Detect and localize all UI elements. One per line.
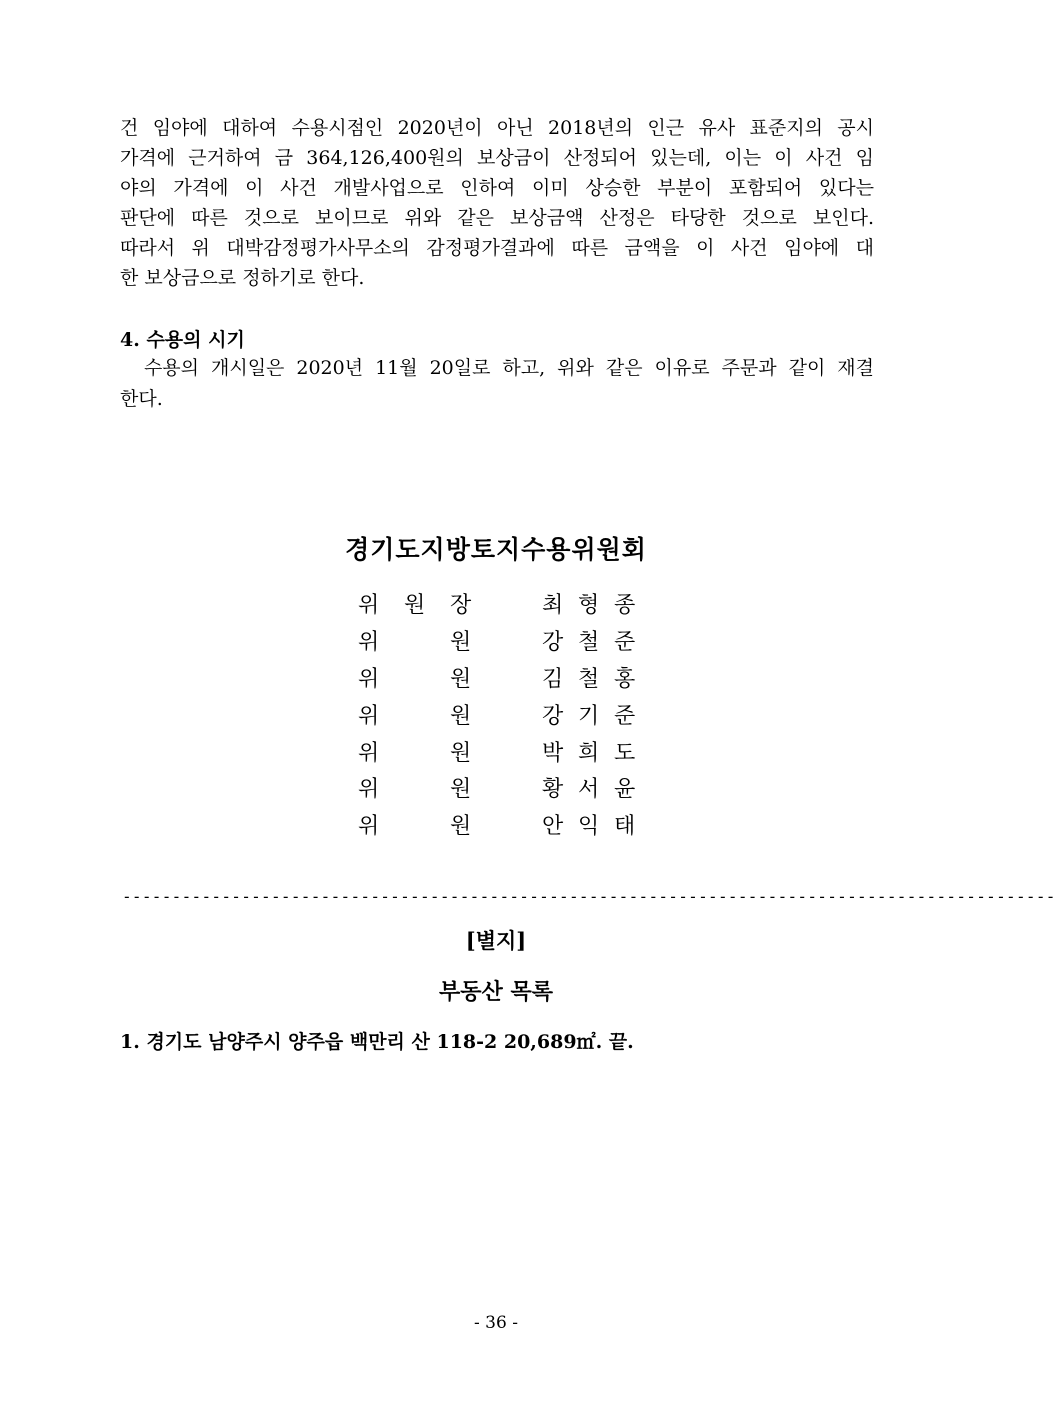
dashed-divider: ---------------------------------------------------------------------------------------------- (122, 887, 1056, 906)
name-char: 준 (614, 630, 636, 655)
name-char: 준 (614, 704, 636, 729)
committee-title: 경기도지방토지수용위원회 (345, 535, 647, 564)
name-char: 최 (542, 593, 564, 618)
name-char: 강 (542, 630, 564, 655)
role-char: 원 (450, 630, 472, 655)
role-char: 원 (404, 593, 426, 618)
role-char: 위 (358, 593, 380, 618)
paragraph-line: 한다. (120, 388, 163, 410)
property-list-item: 1. 경기도 남양주시 양주읍 백만리 산 118-2 20,689㎡. 끝. (120, 1031, 634, 1053)
role-char: 원 (450, 777, 472, 802)
property-list-title: 부동산 목록 (439, 979, 553, 1005)
member-row (0, 809, 992, 845)
name-char: 철 (578, 667, 600, 692)
paragraph-line: 따라서 위 대박감정평가사무소의 감정평가결과에 따른 금액을 이 사건 임야에 대 (120, 237, 874, 259)
paragraph-line: 건 임야에 대하여 수용시점인 2020년이 아닌 2018년의 인근 유사 표준지의 공시 (120, 117, 874, 139)
section-heading: 4. 수용의 시기 (120, 329, 245, 351)
role-char: 위 (358, 777, 380, 802)
member-row (0, 662, 992, 698)
paragraph-line: 수용의 개시일은 2020년 11월 20일로 하고, 위와 같은 이유로 주문과 같이 재결 (120, 357, 874, 379)
paragraph-line: 판단에 따른 것으로 보이므로 위와 같은 보상금액 산정은 타당한 것으로 보인다. (120, 207, 874, 229)
role-char: 원 (450, 704, 472, 729)
name-char: 박 (542, 741, 564, 766)
name-char: 익 (578, 814, 600, 839)
name-char: 강 (542, 704, 564, 729)
page-number: - 36 - (474, 1313, 518, 1333)
paragraph-line: 가격에 근거하여 금 364,126,400원의 보상금이 산정되어 있는데, 이는 이 사건 임 (120, 147, 874, 169)
name-char: 종 (614, 593, 636, 618)
name-char: 안 (542, 814, 564, 839)
role-char: 원 (450, 667, 472, 692)
role-char: 위 (358, 667, 380, 692)
paragraph-line: 야의 가격에 이 사건 개발사업으로 인하여 이미 상승한 부분이 포함되어 있다는 (120, 177, 874, 199)
role-char: 위 (358, 741, 380, 766)
name-char: 서 (578, 777, 600, 802)
name-char: 형 (578, 593, 600, 618)
member-row (0, 772, 992, 808)
member-row (0, 699, 992, 735)
name-char: 윤 (614, 777, 636, 802)
name-char: 황 (542, 777, 564, 802)
name-char: 철 (578, 630, 600, 655)
name-char: 홍 (614, 667, 636, 692)
role-char: 위 (358, 630, 380, 655)
name-char: 태 (614, 814, 636, 839)
role-char: 위 (358, 814, 380, 839)
name-char: 김 (542, 667, 564, 692)
name-char: 희 (578, 741, 600, 766)
name-char: 도 (614, 741, 636, 766)
member-row-chair (0, 588, 992, 624)
role-char: 원 (450, 814, 472, 839)
paragraph-line: 한 보상금으로 정하기로 한다. (120, 267, 365, 289)
role-char: 위 (358, 704, 380, 729)
name-char: 기 (578, 704, 600, 729)
member-row (0, 625, 992, 661)
role-char: 장 (450, 593, 472, 618)
annex-title: [별지] (465, 928, 527, 953)
member-row (0, 736, 992, 772)
role-char: 원 (450, 741, 472, 766)
